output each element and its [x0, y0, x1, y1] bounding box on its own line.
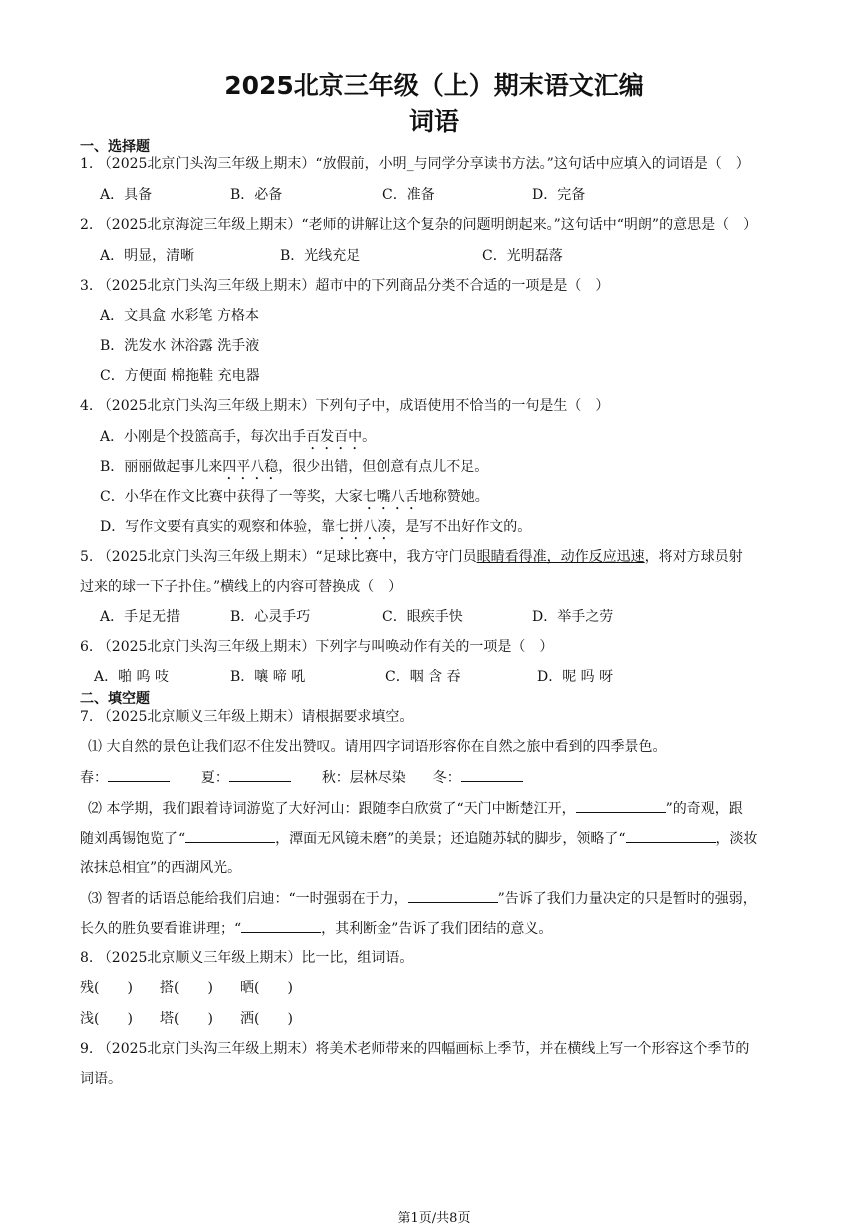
q4-b-idiom: 四平八稳	[222, 459, 279, 475]
q5-option-c: C．眼疾手快	[382, 609, 463, 625]
section-heading-fill: 二、填空题	[80, 691, 150, 707]
q4-option-a	[100, 427, 376, 453]
q7-p3-text-3: 长久的胜负要看谁讲理；“	[80, 921, 242, 937]
q7-p3-text-1: ⑶ 智者的话语总能给我们启迪：“一时强弱在于力，	[88, 891, 408, 907]
q6-option-b: B．嚷 啼 吼	[230, 669, 306, 685]
q5-stem-end: ，将对方球员射	[644, 549, 743, 565]
q7-p2-text-1: ⑵ 本学期，我们跟着诗词游览了大好河山：跟随李白欣赏了“天门中断楚江开，	[88, 801, 576, 817]
q3-option-c: C．方便面 棉拖鞋 充电器	[100, 368, 260, 384]
q7-spring-blank[interactable]	[108, 767, 170, 782]
question-2-stem: 2. （2025北京海淀三年级上期末）“老师的讲解让这个复杂的问题明朗起来。”这句话中“明朗”的意思是（ ）	[80, 217, 758, 233]
q7-p2-text-5: ，淡妆	[715, 831, 758, 847]
question-7-stem: 7. （2025北京顺义三年级上期末）请根据要求填空。	[80, 709, 414, 725]
q7-p3-text-4: ，其利断金”告诉了我们团结的意义。	[321, 921, 553, 937]
q7-seasons-row	[80, 767, 828, 788]
q7-summer-blank[interactable]	[229, 767, 291, 782]
q3-option-a: A．文具盒 水彩笔 方格本	[100, 308, 260, 324]
q4-a-idiom: 百发百中	[306, 429, 363, 445]
question-9-stem: 9. （2025北京门头沟三年级上期末）将美术老师带来的四幅画标上季节，并在横线上写一个形容这个季节的	[80, 1041, 750, 1057]
q7-summer-label: 夏：	[200, 770, 229, 786]
q4-d-idiom: 七拼八凑	[335, 519, 392, 535]
section-heading-choice: 一、选择题	[80, 139, 150, 155]
question-5-stem-line2: 过来的球一下子扑住。”横线上的内容可替换成（ ）	[80, 579, 403, 595]
q7-winter-blank[interactable]	[461, 767, 523, 782]
q3-option-b: B．洗发水 沐浴露 洗手液	[100, 338, 260, 354]
q8-item: 洒( )	[240, 1011, 293, 1027]
q1-option-c: C．准备	[382, 187, 435, 203]
q5-option-d: D．举手之劳	[532, 609, 614, 625]
q7-p2-blank-3[interactable]	[626, 828, 716, 843]
q8-item: 浅( )	[80, 1011, 133, 1027]
q7-spring-label: 春：	[80, 770, 108, 786]
q4-c-end: 地称赞她。	[418, 489, 489, 505]
page-subtitle: 词语	[408, 107, 459, 136]
q7-p2-text-3: 随刘禹锡饱览了“	[80, 831, 186, 847]
q5-underlined-phrase: 眼睛看得准，动作反应迅速	[476, 549, 645, 565]
q1-option-b: B．必备	[230, 187, 283, 203]
q8-item: 搭( )	[160, 980, 213, 996]
q7-p2-text-2: ”的奇观，跟	[665, 801, 743, 817]
question-6-stem: 6. （2025北京门头沟三年级上期末）下列字与叫唤动作有关的一项是（ ）	[80, 639, 554, 655]
q7-part-2-line3: 浓抹总相宜”的西湖风光。	[80, 860, 242, 876]
question-3-stem: 3. （2025北京门头沟三年级上期末）超市中的下列商品分类不合适的一项是是（ ）	[80, 278, 610, 294]
page-footer: 第1页/共8页	[397, 1211, 471, 1226]
q7-p2-text-4: ，潭面无风镜未磨”的美景；还追随苏轼的脚步，领略了“	[275, 831, 626, 847]
q4-a-text: A．小刚是个投篮高手，每次出手	[100, 429, 307, 445]
q2-option-a: A．明显，清晰	[100, 248, 195, 264]
q1-option-d: D．完备	[532, 187, 586, 203]
q4-c-text: C．小华在作文比赛中获得了一等奖，大家	[100, 489, 363, 505]
q7-p3-blank-1[interactable]	[408, 888, 498, 903]
q2-option-c: C．光明磊落	[482, 248, 563, 264]
q4-option-c	[100, 487, 489, 513]
q2-option-b: B．光线充足	[280, 248, 361, 264]
q8-item: 塔( )	[160, 1011, 213, 1027]
q5-option-a: A．手足无措	[100, 609, 181, 625]
question-9-stem-line2: 词语。	[80, 1071, 122, 1087]
q4-option-d	[100, 517, 531, 543]
q8-item: 残( )	[80, 980, 133, 996]
question-5-stem	[80, 547, 828, 567]
q7-p3-blank-2[interactable]	[241, 918, 321, 933]
q7-winter-label: 冬：	[432, 770, 461, 786]
q5-stem-text: 5. （2025北京门头沟三年级上期末）“足球比赛中，我方守门员	[80, 549, 477, 565]
q6-option-d: D．呢 吗 呀	[537, 669, 614, 685]
q7-part-3-line2	[80, 918, 828, 939]
q8-item: 晒( )	[240, 980, 293, 996]
q4-a-end: 。	[362, 429, 377, 445]
q1-option-a: A．具备	[100, 187, 153, 203]
question-8-stem: 8. （2025北京顺义三年级上期末）比一比，组词语。	[80, 950, 414, 966]
q7-part-3-line1	[88, 888, 828, 909]
q4-c-idiom: 七嘴八舌	[362, 489, 419, 505]
q4-b-end: ，很少出错，但创意有点儿不足。	[278, 459, 489, 475]
page-title: 2025北京三年级（上）期末语文汇编	[224, 71, 644, 100]
q7-p2-blank-2[interactable]	[185, 828, 275, 843]
question-4-stem: 4. （2025北京门头沟三年级上期末）下列句子中，成语使用不恰当的一句是生（ ）	[80, 398, 610, 414]
q4-option-b	[100, 457, 488, 483]
q7-autumn-label: 秋：层林尽染	[321, 770, 406, 786]
q4-d-text: D．写作文要有真实的观察和体验，靠	[100, 519, 336, 535]
q4-b-text: B．丽丽做起事儿来	[100, 459, 223, 475]
question-1-stem: 1. （2025北京门头沟三年级上期末）“放假前，小明_与同学分享读书方法。”这句话中应填入的词语是（ ）	[80, 156, 750, 172]
q7-part-2-line2	[80, 828, 828, 849]
q4-d-end: ，是写不出好作文的。	[391, 519, 532, 535]
q6-option-c: C．咽 含 吞	[385, 669, 461, 685]
q7-p3-text-2: ”告诉了我们力量决定的只是暂时的强弱，	[497, 891, 757, 907]
q7-p2-blank-1[interactable]	[576, 798, 666, 813]
q7-part-1: ⑴ 大自然的景色让我们忍不住发出赞叹。请用四字词语形容你在自然之旅中看到的四季景色。	[88, 739, 667, 755]
q5-option-b: B．心灵手巧	[230, 609, 311, 625]
q6-option-a: A．啪 呜 吱	[94, 669, 170, 685]
q7-part-2-line1	[88, 798, 828, 819]
